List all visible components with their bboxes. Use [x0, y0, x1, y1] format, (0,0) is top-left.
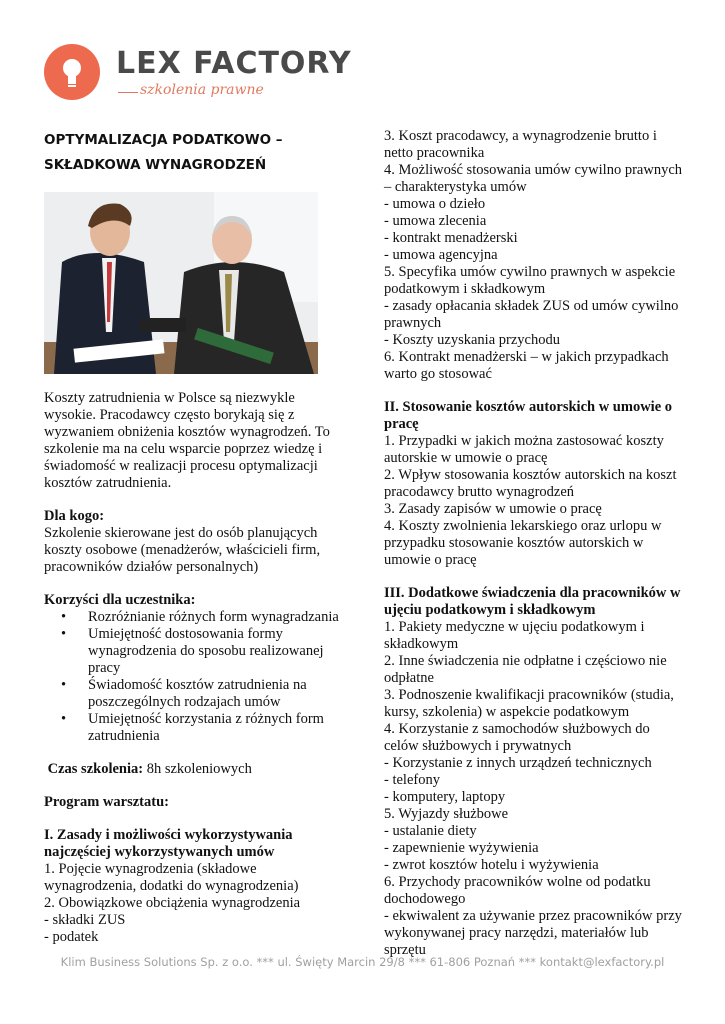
- footer-contact: Klim Business Solutions Sp. z o.o. *** ul. Święty Marcin 29/8 *** 61-806 Poznań *** kontakt@lexfactory.pl: [60, 955, 665, 969]
- tagline-divider: [118, 92, 138, 93]
- section1-line: - kontrakt menadżerski: [384, 230, 518, 246]
- section2-heading: II. Stosowanie kosztów autorskich w umowie o pracę: [384, 399, 673, 432]
- benefits-heading: Korzyści dla uczestnika:: [44, 592, 196, 608]
- list-item: • Umiejętność dostosowania formy wynagrodzenia do sposobu realizowanej pracy: [44, 626, 344, 677]
- document-title: [44, 128, 344, 178]
- section1-line: - umowa zlecenia: [384, 213, 487, 229]
- brand-tagline: szkolenia prawne: [140, 82, 264, 98]
- section2-line: 3. Zasady zapisów w umowie o pracę: [384, 501, 602, 517]
- section1-line: - podatek: [44, 929, 99, 945]
- section1-line: - umowa o dzieło: [384, 196, 486, 212]
- brand-logo: [44, 44, 352, 102]
- section3-line: 5. Wyjazdy służbowe: [384, 806, 509, 822]
- right-column: [384, 128, 684, 959]
- section1-line: 5. Specyfika umów cywilno prawnych w aspekcie podatkowym i składkowym: [384, 264, 676, 297]
- audience-text: Szkolenie skierowane jest do osób planujących koszty osobowe (menadżerów, właścicieli firm, pracowników działów personalnych): [44, 525, 321, 575]
- section3-line: 3. Podnoszenie kwalifikacji pracowników (studia, kursy, szkolenia) w aspekcie podatkowym: [384, 687, 674, 720]
- title-line-1: OPTYMALIZACJA PODATKOWO –: [44, 132, 283, 148]
- section3-line: 4. Korzystanie z samochodów służbowych do celów służbowych i prywatnych: [384, 721, 650, 754]
- section1-line: 2. Obowiązkowe obciążenia wynagrodzenia: [44, 895, 301, 911]
- section2-line: 1. Przypadki w jakich można zastosować koszty autorskie w umowie o pracę: [384, 433, 664, 466]
- section3-line: - ekwiwalent za używanie przez pracowników przy wykonywanej pracy narzędzi, materiałów lub sprzętu: [384, 908, 682, 958]
- section1-line: - umowa agencyjna: [384, 247, 498, 263]
- section3-line: - zapewnienie wyżywienia: [384, 840, 539, 856]
- section3-line: - telefony: [384, 772, 440, 788]
- duration-line: [44, 761, 344, 778]
- program-heading: Program warsztatu:: [44, 794, 169, 810]
- section1-heading: I. Zasady i możliwości wykorzystywania najczęściej wykorzystywanych umów: [44, 827, 293, 860]
- list-item: • Rozróżnianie różnych form wynagradzania: [44, 609, 344, 626]
- section1-line: - Koszty uzyskania przychodu: [384, 332, 560, 348]
- intro-text: Koszty zatrudnienia w Polsce są niezwykle wysokie. Pracodawcy często borykają się z wyzwaniem obniżenia kosztów wynagrodzeń. To szkolenie ma na celu wsparcie poprzez wiedzę i świadomość w realizacji procesu optymalizacji kosztów zatrudnienia.: [44, 390, 330, 491]
- section2-line: 2. Wpływ stosowania kosztów autorskich na koszt pracodawcy brutto wynagrodzeń: [384, 467, 677, 500]
- list-item: • Świadomość kosztów zatrudnienia na poszczególnych rodzajach umów: [44, 677, 344, 711]
- section3-line: - Korzystanie z innych urządzeń technicznych: [384, 755, 652, 771]
- benefits-list: [44, 609, 344, 745]
- left-column: [44, 390, 344, 946]
- section1-line: 6. Kontrakt menadżerski – w jakich przypadkach warto go stosować: [384, 349, 669, 382]
- section3-line: 1. Pakiety medyczne w ujęciu podatkowym i składkowym: [384, 619, 645, 652]
- title-line-2: SKŁADKOWA WYNAGRODZEŃ: [44, 157, 267, 173]
- section1-line: 4. Możliwość stosowania umów cywilno prawnych – charakterystyka umów: [384, 162, 683, 195]
- section1-line: 3. Koszt pracodawcy, a wynagrodzenie brutto i netto pracownika: [384, 128, 657, 161]
- duration-label: Czas szkolenia:: [47, 761, 144, 777]
- section1-line: - zasady opłacania składek ZUS od umów cywilno prawnych: [384, 298, 679, 331]
- section3-heading: III. Dodatkowe świadczenia dla pracowników w ujęciu podatkowym i składkowym: [384, 585, 681, 618]
- business-meeting-photo: [44, 192, 318, 374]
- section3-line: - zwrot kosztów hotelu i wyżywienia: [384, 857, 599, 873]
- section1-line: 1. Pojęcie wynagrodzenia (składowe wynagrodzenia, dodatki do wynagrodzenia): [44, 861, 299, 894]
- section3-line: 6. Przychody pracowników wolne od podatku dochodowego: [384, 874, 651, 907]
- section3-line: - komputery, laptopy: [384, 789, 506, 805]
- brand-name: LEX FACTORY: [116, 46, 352, 81]
- duration-value: 8h szkoleniowych: [146, 761, 252, 777]
- lightbulb-icon: [44, 44, 100, 100]
- section2-line: 4. Koszty zwolnienia lekarskiego oraz urlopu w przypadku stosowanie kosztów autorskich w umowie o pracę: [384, 518, 662, 568]
- section1-line: - składki ZUS: [44, 912, 126, 928]
- section3-line: 2. Inne świadczenia nie odpłatne i częściowo nie odpłatne: [384, 653, 667, 686]
- section3-line: - ustalanie diety: [384, 823, 477, 839]
- audience-heading: Dla kogo:: [44, 508, 105, 524]
- list-item: • Umiejętność korzystania z różnych form zatrudnienia: [44, 711, 344, 745]
